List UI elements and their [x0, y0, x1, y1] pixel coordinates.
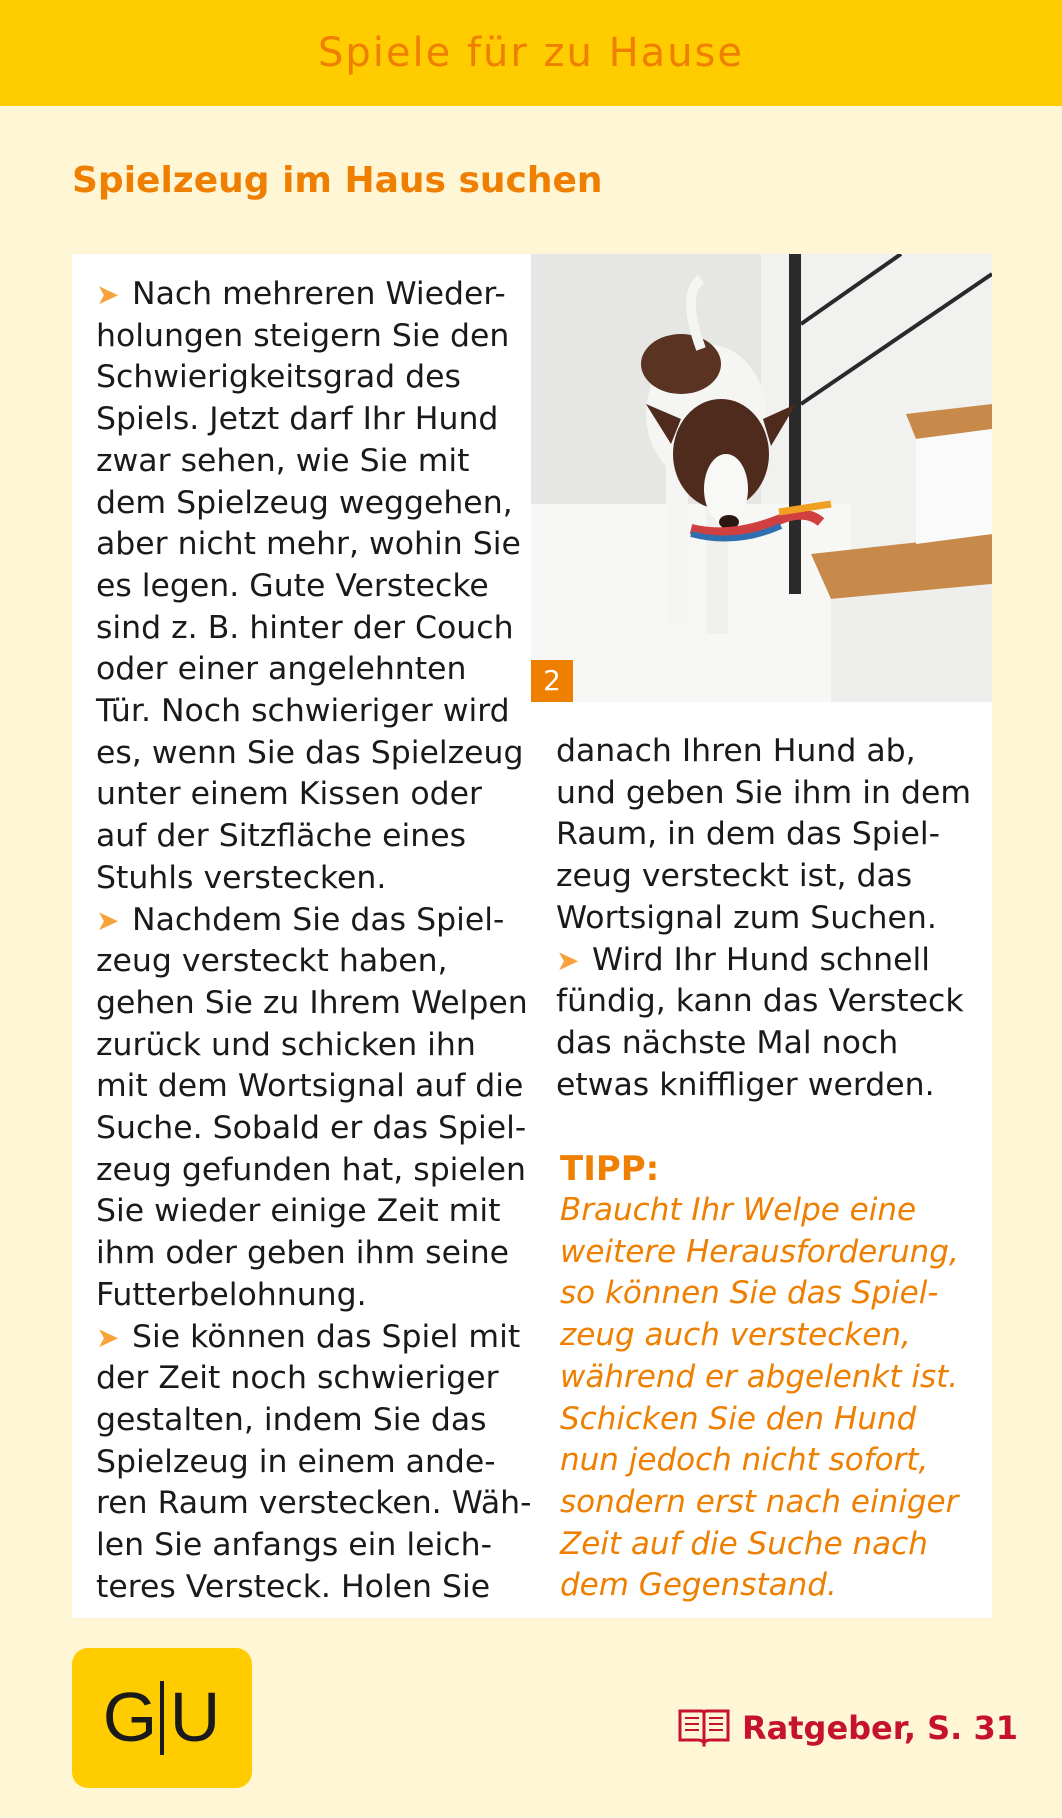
- text-line: ➤ Nachdem Sie das Spiel-: [96, 900, 526, 942]
- text-line: Tür. Noch schwieriger wird: [96, 693, 510, 730]
- text-line: es legen. Gute Verstecke: [96, 567, 489, 604]
- arrow-right-icon: ➤: [556, 943, 580, 977]
- arrow-right-icon: ➤: [96, 903, 120, 937]
- text-line: zeug gefunden hat, spielen: [96, 1151, 526, 1188]
- text-line: gestalten, indem Sie das: [96, 1401, 487, 1438]
- text-line: zurück und schicken ihn: [96, 1026, 476, 1063]
- text-line: gehen Sie zu Ihrem Welpen: [96, 984, 528, 1021]
- text-line: zeug versteckt haben,: [96, 943, 448, 980]
- tip-line: so können Sie das Spiel-: [560, 1275, 939, 1312]
- text-line: danach Ihren Hund ab,: [556, 733, 916, 769]
- text-line: es, wenn Sie das Spielzeug: [96, 734, 524, 771]
- photo-number-badge: 2: [531, 660, 573, 702]
- logo-divider: [160, 1681, 164, 1755]
- tip-line: während er abgelenkt ist.: [560, 1358, 959, 1395]
- text-line: ➤ Sie können das Spiel mit: [96, 1317, 526, 1359]
- text-line: ➤ Wird Ihr Hund schnell: [556, 940, 981, 982]
- logo-letter-g: G: [102, 1678, 158, 1756]
- text-line: zeug versteckt ist, das: [556, 858, 913, 895]
- book-icon: [676, 1705, 732, 1751]
- text-line: Spielzeug in einem ande-: [96, 1443, 496, 1480]
- text-line: unter einem Kissen oder: [96, 776, 482, 813]
- text-line: Stuhls verstecken.: [96, 859, 387, 896]
- text-line: Futterbelohnung.: [96, 1276, 367, 1313]
- text-line: der Zeit noch schwieriger: [96, 1360, 499, 1397]
- text-line: etwas kniffliger werden.: [556, 1066, 935, 1103]
- text-line: teres Versteck. Holen Sie: [96, 1568, 491, 1605]
- gu-logo: [72, 1648, 252, 1788]
- right-text-column: [556, 731, 981, 1106]
- section-title: Spielzeug im Haus suchen: [72, 160, 603, 201]
- tip-title: TIPP:: [560, 1149, 660, 1189]
- reference-link[interactable]: [676, 1705, 1018, 1751]
- text-line: ren Raum verstecken. Wäh-: [96, 1485, 532, 1522]
- text-line: Wortsignal zum Suchen.: [556, 899, 937, 936]
- header-title: Spiele für zu Hause: [318, 30, 744, 76]
- text-line: ihm oder geben ihm seine: [96, 1235, 510, 1272]
- arrow-right-icon: ➤: [96, 278, 120, 311]
- text-line: das nächste Mal noch: [556, 1024, 899, 1061]
- tip-line: Zeit auf die Suche nach: [560, 1525, 928, 1562]
- text-line: auf der Sitzfläche eines: [96, 818, 467, 855]
- text-line: Sie wieder einige Zeit mit: [96, 1193, 501, 1230]
- text-line: aber nicht mehr, wohin Sie: [96, 526, 521, 563]
- tip-box: [560, 1148, 980, 1607]
- text-line: sind z. B. hinter der Couch: [96, 609, 514, 646]
- left-text-column: [96, 274, 532, 1609]
- reference-text: Ratgeber, S. 31: [742, 1709, 1018, 1747]
- text-line: fündig, kann das Versteck: [556, 983, 964, 1020]
- tip-line: dem Gegenstand.: [560, 1567, 837, 1604]
- text-line: mit dem Wortsignal auf die: [96, 1068, 524, 1105]
- text-line: zwar sehen, wie Sie mit: [96, 442, 470, 479]
- text-line: oder einer angelehnten: [96, 651, 467, 688]
- tip-line: Schicken Sie den Hund: [560, 1400, 917, 1437]
- text-line: ➤ Nach mehreren Wieder-: [96, 274, 526, 316]
- text-line: dem Spielzeug weggehen,: [96, 484, 513, 521]
- tip-line: zeug auch verstecken,: [560, 1317, 911, 1354]
- text-line: Suche. Sobald er das Spiel-: [96, 1110, 527, 1147]
- dog-photo: [531, 254, 992, 702]
- tip-line: sondern erst nach einiger: [560, 1483, 959, 1520]
- text-line: und geben Sie ihm in dem: [556, 774, 972, 811]
- tip-line: nun jedoch nicht sofort,: [560, 1442, 929, 1479]
- tip-line: Braucht Ihr Welpe eine: [560, 1192, 917, 1228]
- text-line: Spiels. Jetzt darf Ihr Hund: [96, 401, 499, 438]
- text-line: Schwierigkeitsgrad des: [96, 359, 461, 396]
- arrow-right-icon: ➤: [96, 1320, 120, 1354]
- content-panel: [72, 254, 992, 1618]
- text-line: holungen steigern Sie den: [96, 317, 510, 354]
- tip-line: weitere Herausforderung,: [560, 1233, 959, 1270]
- text-line: Raum, in dem das Spiel-: [556, 816, 940, 853]
- text-line: len Sie anfangs ein leich-: [96, 1527, 492, 1564]
- logo-letter-u: U: [169, 1678, 221, 1756]
- header-bar: [0, 0, 1062, 106]
